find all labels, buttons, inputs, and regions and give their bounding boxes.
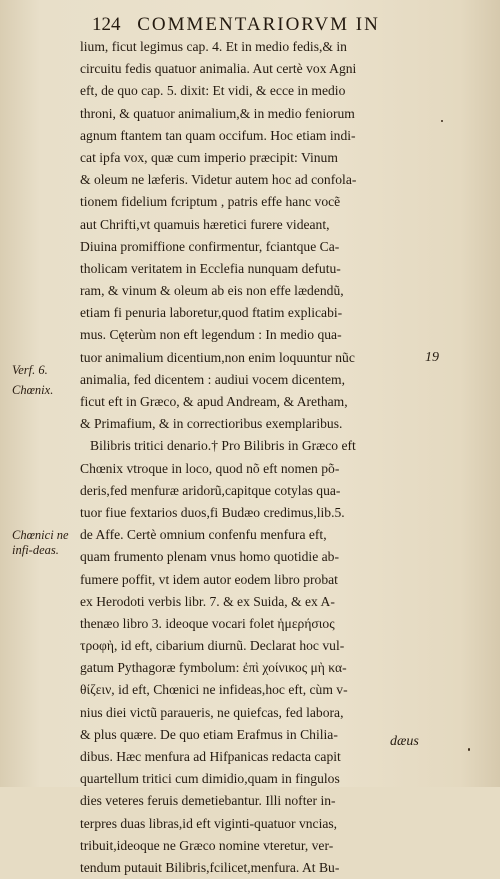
text-line: deris,fed menfuræ aridorũ,capitque cotylas qua- bbox=[80, 482, 341, 498]
text-line: nius diei victũ paraueris, ne quiefcas, fed labora, bbox=[80, 704, 344, 720]
text-line: & oleum ne læferis. Videtur autem hoc ad confola- bbox=[80, 172, 357, 188]
text-line: θίζειν, id eft, Chœnici ne infideas,hoc eft, cùm v- bbox=[80, 682, 348, 698]
text-line: dies veteres feruis demetiebantur. Illi nofter in- bbox=[80, 793, 336, 809]
text-line: ex Herodoti verbis libr. 7. & ex Suida, & ex A- bbox=[80, 593, 335, 609]
text-line: tribuit,ideoque ne Græco nomine vteretur, ver- bbox=[80, 837, 334, 853]
text-line: ram, & vinum & oleum ab eis non effe lædendũ, bbox=[80, 283, 344, 299]
ink-speck bbox=[441, 120, 443, 122]
text-line: & Primafium, & in correctioribus exemplaribus. bbox=[80, 416, 343, 432]
text-line: dibus. Hæc menfura ad Hifpanicas redacta capit bbox=[80, 749, 341, 764]
text-line: Chœnix vtroque in loco, quod nõ eft nomen põ- bbox=[80, 460, 340, 476]
text-line: Diuina promiffione confirmentur, fciantque Ca- bbox=[80, 238, 340, 254]
text-line: terpres duas libras,id eft viginti-quatuor vncias, bbox=[80, 815, 338, 831]
text-line: de Affe. Certè omnium confenfu menfura eft, bbox=[80, 527, 327, 543]
text-line: quam frumento plenam vnus homo quotidie ab- bbox=[80, 549, 339, 565]
text-line: ficut eft in Græco, & apud Andream, & Aretham, bbox=[80, 394, 348, 409]
text-line: tuor animalium dicentium,non enim loquuntur nũc bbox=[80, 349, 355, 365]
text-line: tendum putauit Bilibris,fcilicet,menfura. At Bu- bbox=[80, 859, 340, 875]
text-line: tuor fiue fextarios duos,fi Budæo credimus,lib.5. bbox=[80, 504, 345, 520]
running-title: COMMENTARIORVM IN bbox=[137, 14, 380, 35]
running-header bbox=[92, 14, 432, 36]
text-line: cat ipfa vox, quæ cum imperio præcipit: Vinum bbox=[80, 149, 338, 165]
text-line: eft, de quo cap. 5. dixit: Et vidi, & ecce in medio bbox=[80, 83, 346, 99]
text-line: throni, & quatuor animalium,& in medio feniorum bbox=[80, 105, 355, 121]
text-line: aut Chrifti,vt quamuis hæretici furere videant, bbox=[80, 216, 330, 232]
text-line: lium, ficut legimus cap. 4. Et in medio fedis,& in bbox=[80, 39, 347, 54]
catchword: dæus bbox=[390, 734, 419, 749]
text-line-lemma: Bilibris tritici denario.† Pro Bilibris in Græco eft bbox=[90, 438, 356, 454]
margin-choenix-label: Chœnix. bbox=[12, 383, 54, 397]
margin-verse-label: Verf. 6. bbox=[12, 363, 48, 377]
text-line: tholicam veritatem in Ecclefia nunquam defutu- bbox=[80, 260, 341, 276]
text-line: gatum Pythagoræ fymbolum: ἐπὶ χοίνικος μὴ κα- bbox=[80, 660, 347, 676]
ink-speck bbox=[468, 748, 470, 751]
text-line: circuitu fedis quatuor animalia. Aut certè vox Agni bbox=[80, 61, 357, 77]
margin-numeral: 19 bbox=[425, 350, 439, 365]
page-number: 124 bbox=[92, 14, 121, 35]
text-line: thenæo libro 3. ideoque vocari folet ἡμερήσιος bbox=[80, 615, 335, 631]
text-line: & plus quære. De quo etiam Erafmus in Chilia- bbox=[80, 726, 338, 742]
text-line: fumere poffit, vt idem autor eodem libro probat bbox=[80, 571, 338, 587]
text-line: tionem fidelium fcriptum , patris effe hanc vocẽ bbox=[80, 194, 341, 210]
text-line: agnum ftantem tan quam occifum. Hoc etiam indi- bbox=[80, 127, 356, 143]
main-text-block bbox=[80, 36, 420, 879]
text-line: quartellum tritici cum dimidio,quam in fingulos bbox=[80, 771, 340, 787]
text-line: etiam fi penuria laboretur,quod ftatim explicabi- bbox=[80, 305, 343, 321]
text-line: mus. Cęterùm non eft legendum : In medio qua- bbox=[80, 327, 342, 343]
text-line: τροφὴ, id eft, cibarium diurnũ. Declarat hoc vul- bbox=[80, 638, 345, 654]
text-line: animalia, fed dicentem : audiui vocem dicentem, bbox=[80, 371, 345, 387]
margin-choenici-note: Chœnici ne infi-deas. bbox=[12, 528, 69, 557]
